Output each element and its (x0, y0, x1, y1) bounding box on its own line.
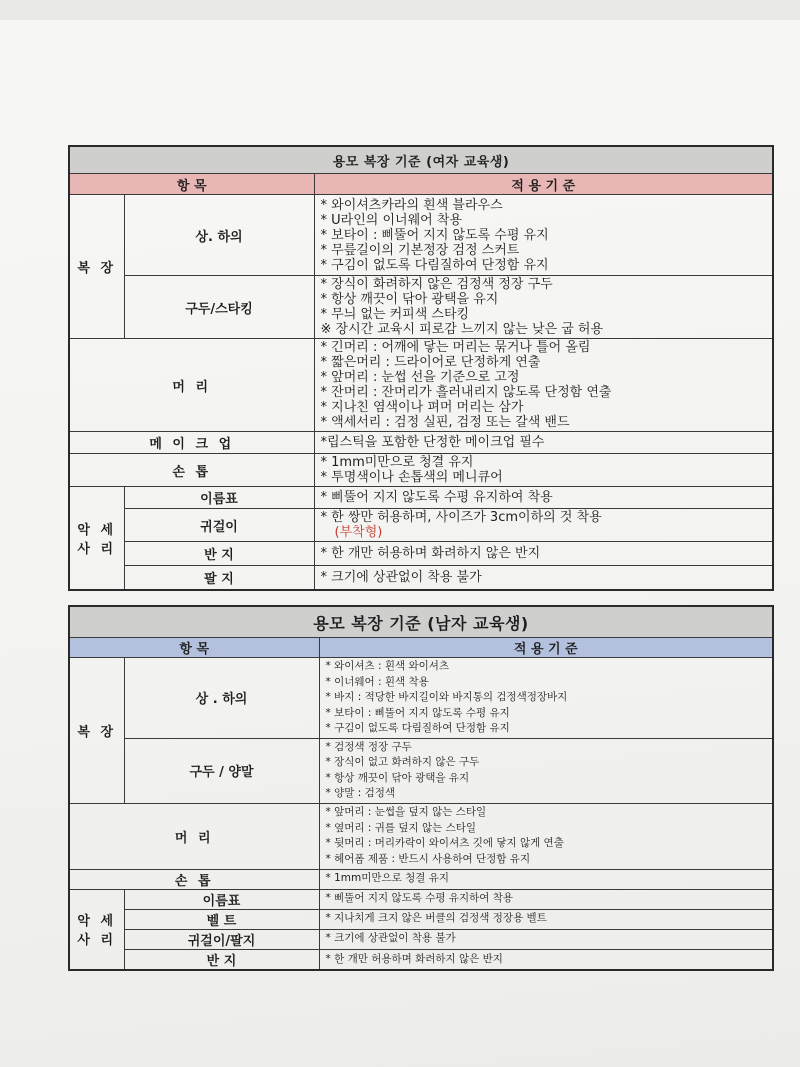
criteria-list (319, 738, 773, 803)
header-item: 항 목 (69, 638, 319, 658)
criteria-list (319, 869, 773, 889)
criteria-item: * 앞머리 : 눈썹을 덮지 않는 스타일 (325, 806, 487, 818)
criteria-item: * 긴머리 : 어깨에 닿는 머리는 묶거나 틀어 올림 (320, 340, 591, 355)
criteria-item: * 장식이 화려하지 않은 검정색 정장 구두 (320, 277, 553, 292)
criteria-item: * 뒷머리 : 머리카락이 와이셔츠 깃에 닿지 않게 연출 (325, 837, 564, 849)
subcategory-shoes: 구두/스타킹 (124, 276, 314, 339)
header-item: 항 목 (69, 174, 314, 195)
criteria-item: * 한 개만 허용하며 화려하지 않은 반지 (325, 952, 503, 965)
criteria-item: * 헤어폼 제품 : 반드시 사용하여 단정함 유지 (325, 852, 531, 865)
criteria-item: *립스틱을 포함한 단정한 메이크업 필수 (320, 435, 545, 450)
criteria-list (314, 542, 773, 566)
category-nails: 손 톱 (69, 454, 314, 487)
criteria-list (314, 339, 773, 432)
criteria-list (314, 454, 773, 487)
table-title: 용모 복장 기준 (여자 교육생) (69, 146, 773, 174)
criteria-list (314, 509, 773, 542)
criteria-list (314, 566, 773, 590)
subcategory-ring: 반 지 (124, 949, 319, 970)
header-standard: 적 용 기 준 (314, 174, 773, 195)
criteria-item: * 장식이 없고 화려하지 않은 구두 (325, 756, 480, 768)
criteria-item: * 양말 : 검정색 (325, 787, 396, 799)
subcategory-ring: 반 지 (124, 542, 314, 566)
criteria-list (319, 803, 773, 869)
subcategory-earrings: 귀걸이 (124, 509, 314, 542)
subcategory-bracelet: 팔 지 (124, 566, 314, 590)
criteria-item: * 액세서리 : 검정 실핀, 검정 또는 갈색 밴드 (320, 415, 570, 430)
subcategory-nametag: 이름표 (124, 889, 319, 909)
criteria-item: * 한 개만 허용하며 화려하지 않은 반지 (320, 546, 541, 561)
criteria-list (319, 889, 773, 909)
category-accessories (69, 487, 124, 590)
criteria-list (319, 909, 773, 929)
criteria-item: * 무릎길이의 기본정장 검정 스커트 (320, 242, 520, 258)
criteria-item: * 지나치게 크지 않은 버클의 검정색 정장용 벨트 (325, 912, 547, 925)
criteria-list (319, 929, 773, 949)
criteria-item: * 구김이 없도록 다림질하여 단정함 유지 (325, 722, 510, 734)
criteria-item: * 삐뚤어 지지 않도록 수평 유지하여 착용 (320, 490, 553, 505)
criteria-item: * 와이셔츠 : 흰색 와이셔츠 (325, 660, 450, 672)
subcategory-earring-bracelet: 귀걸이/팔지 (124, 929, 319, 949)
women-dress-code-table (68, 145, 772, 591)
criteria-item: * 앞머리 : 눈썹 선을 기준으로 고정 (320, 370, 520, 385)
category-hair: 머 리 (69, 339, 314, 432)
criteria-item: * 보타이 : 삐뚤어 지지 않도록 수평 유지 (325, 706, 510, 719)
header-standard: 적 용 기 준 (319, 638, 773, 658)
criteria-item: * 투명색이나 손톱색의 메니큐어 (320, 470, 503, 485)
category-clothing: 복 장 (69, 658, 124, 804)
criteria-note: (부착형) (334, 525, 383, 540)
criteria-item: * 보타이 : 삐뚤어 지지 않도록 수평 유지 (320, 227, 549, 243)
criteria-item: * 삐뚤어 지지 않도록 수평 유지하여 착용 (325, 892, 514, 905)
criteria-item: * 크기에 상관없이 착용 불가 (325, 932, 456, 945)
criteria-list (314, 276, 773, 339)
table-title: 용모 복장 기준 (남자 교육생) (69, 606, 773, 638)
criteria-item: * 1mm미만으로 청결 유지 (320, 455, 474, 470)
subcategory-belt: 벨 트 (124, 909, 319, 929)
criteria-item: ※ 장시간 교육시 피로감 느끼지 않는 낮은 굽 허용 (320, 322, 604, 337)
category-label-line: 사 리 (77, 933, 117, 949)
category-nails: 손 톱 (69, 869, 319, 889)
category-accessories (69, 889, 124, 970)
criteria-list (319, 949, 773, 970)
criteria-item: * 잔머리 : 잔머리가 흘러내리지 않도록 단정함 연출 (320, 385, 612, 400)
criteria-item: * 검정색 정장 구두 (325, 740, 412, 753)
criteria-list (314, 195, 773, 276)
criteria-item: * 구김이 없도록 다림질하여 단정함 유지 (320, 257, 549, 273)
criteria-item: * U라인의 이너웨어 착용 (320, 212, 462, 228)
category-label-line: 악 세 (77, 522, 117, 538)
criteria-item: * 짧은머리 : 드라이어로 단정하게 연출 (320, 355, 541, 370)
subcategory-shoes-socks: 구두 / 양말 (124, 738, 319, 803)
criteria-item: * 와이셔츠카라의 흰색 블라우스 (320, 197, 503, 213)
category-makeup: 메 이 크 업 (69, 432, 314, 454)
category-clothing: 복 장 (69, 195, 124, 339)
subcategory-top-bottom: 상 . 하의 (124, 658, 319, 739)
category-hair: 머 리 (69, 803, 319, 869)
criteria-item: * 1mm미만으로 청결 유지 (325, 872, 450, 885)
category-label-line: 악 세 (77, 914, 117, 930)
subcategory-nametag: 이름표 (124, 487, 314, 509)
criteria-item: * 지나친 염색이나 펴머 머리는 삼가 (320, 400, 524, 415)
criteria-item: * 한 쌍만 허용하며, 사이즈가 3cm이하의 것 착용 (320, 510, 602, 525)
criteria-list (319, 658, 773, 739)
criteria-item: * 항상 깨끗이 닦아 광택을 유지 (325, 771, 470, 784)
criteria-item: * 항상 깨끗이 닦아 광택을 유지 (320, 292, 499, 307)
subcategory-top-bottom: 상. 하의 (124, 195, 314, 276)
men-dress-code-table (68, 605, 772, 971)
criteria-item: * 바지 : 적당한 바지길이와 바지통의 검정색정장바지 (325, 691, 568, 703)
criteria-list (314, 487, 773, 509)
criteria-item: * 무늬 없는 커피색 스타킹 (320, 307, 470, 322)
criteria-list (314, 432, 773, 454)
criteria-item: * 옆머리 : 귀를 덮지 않는 스타일 (325, 821, 477, 834)
criteria-item: * 이너웨어 : 흰색 착용 (325, 675, 429, 688)
criteria-item: * 크기에 상관없이 착용 불가 (320, 569, 482, 585)
category-label-line: 사 리 (77, 541, 117, 557)
